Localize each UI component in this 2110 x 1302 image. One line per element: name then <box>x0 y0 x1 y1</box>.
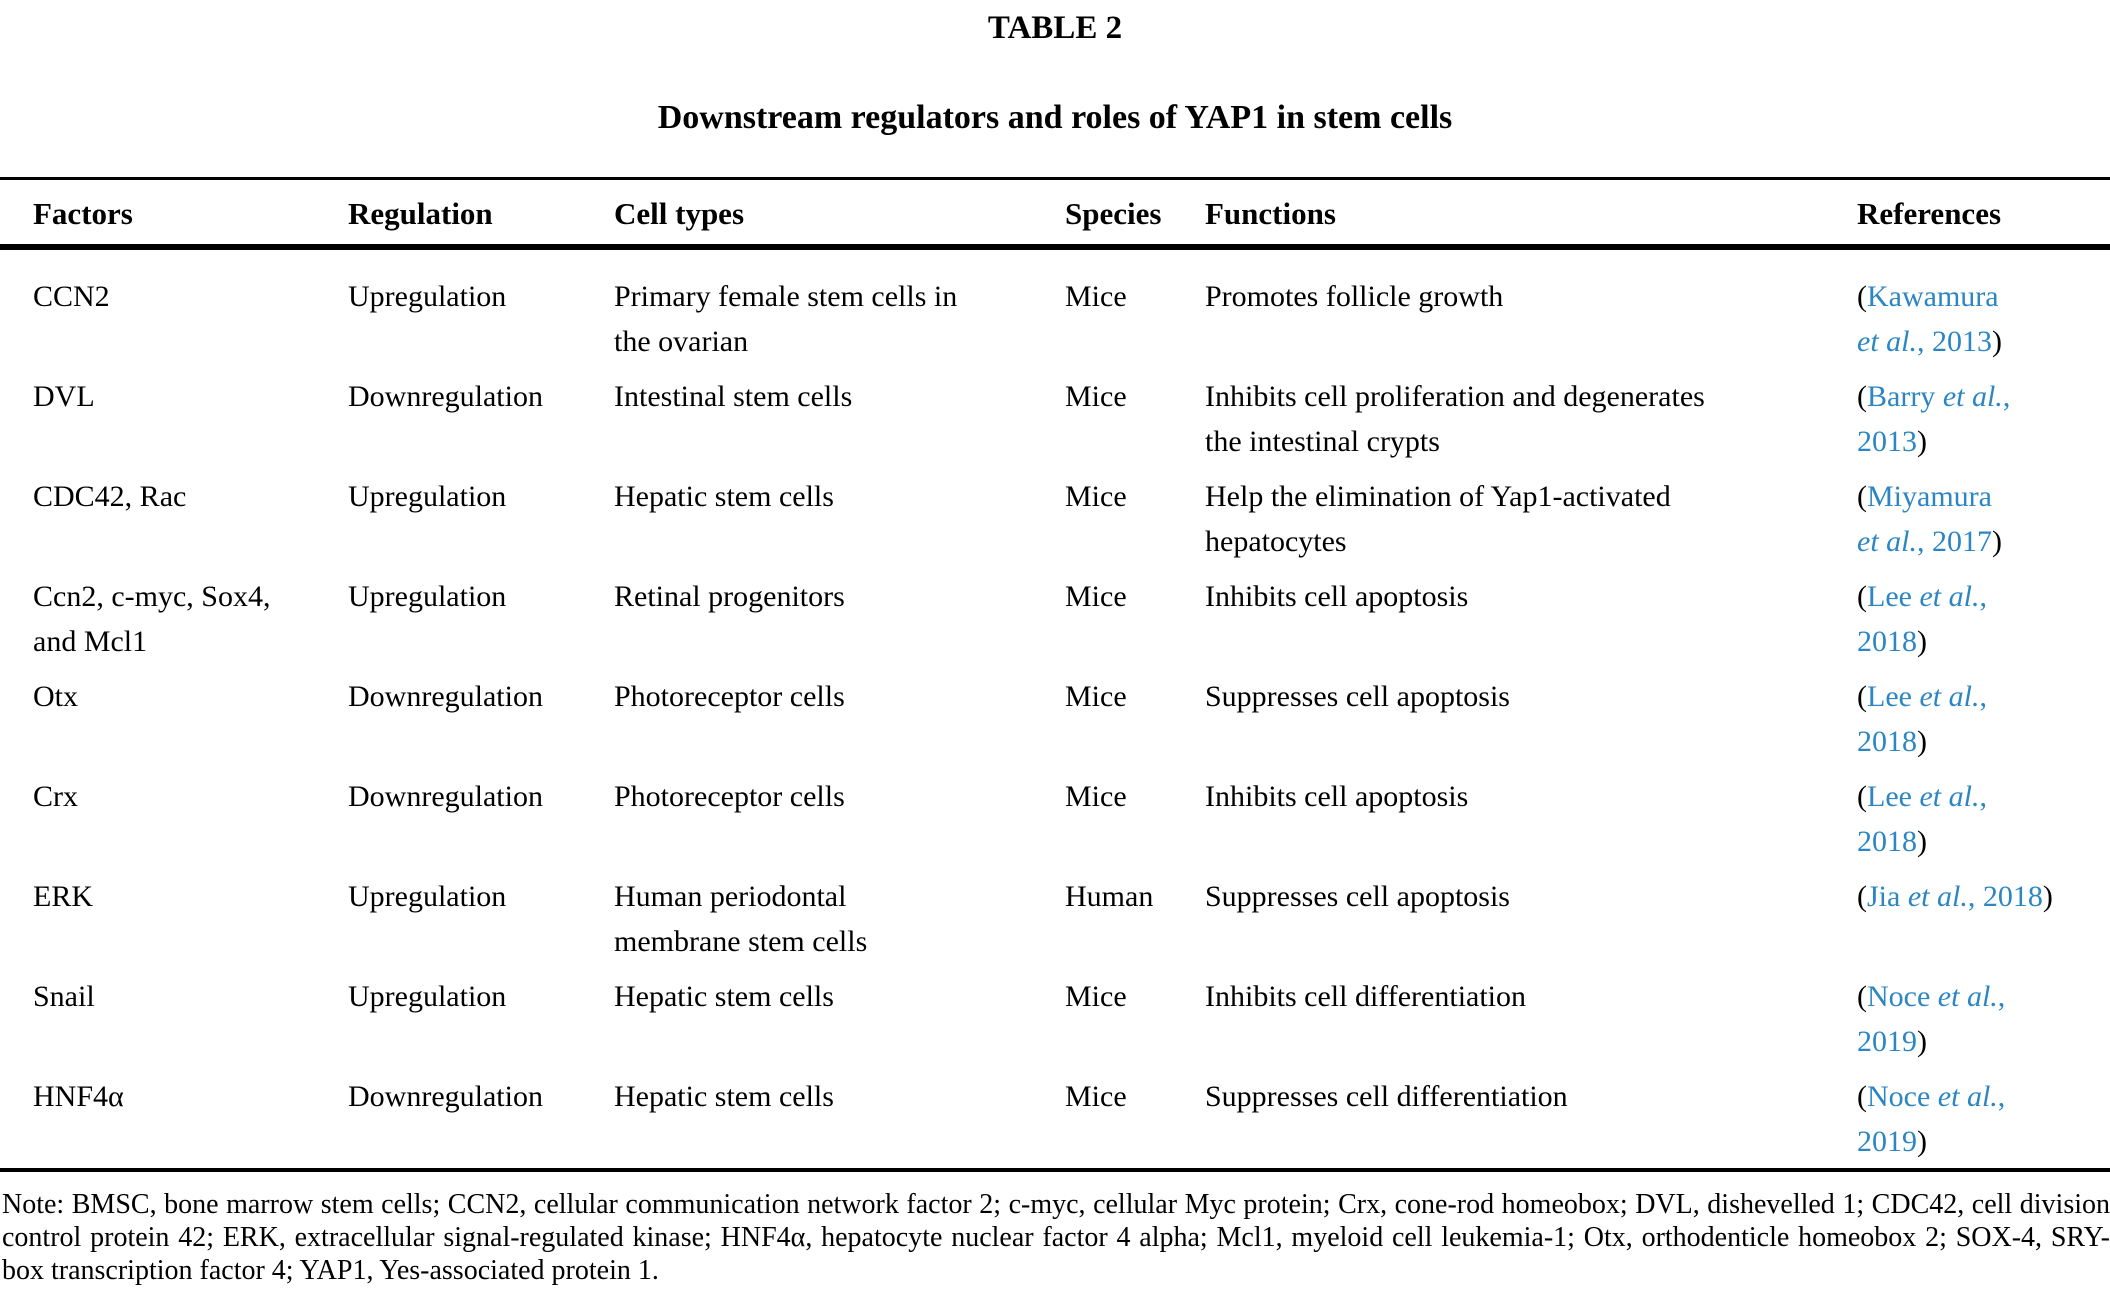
table-note: Note: BMSC, bone marrow stem cells; CCN2, cellular communication network factor 2; c-myc, cellular Myc protein; Crx, cone-rod homeobox; DVL, dishevelled 1; CDC42, cell division control protein 42; ERK, extracellular signal-regulated kinase; HNF4α, hepatocyte nuclear factor 4 alpha; Mcl1, myeloid cell leukemia-1; Otx, orthodenticle homeobox 2; SOX-4, SRY-box transcription factor 4; YAP1, Yes-associated protein 1. <box>2 1189 2110 1286</box>
citation-link[interactable]: Miyamura <box>1867 480 1992 513</box>
citation-link[interactable]: 2018 <box>1857 625 1917 658</box>
citation-link[interactable]: , <box>1917 525 1925 558</box>
citation-link[interactable]: et al. <box>1911 780 1980 813</box>
cell-cell-types: Photoreceptor cells <box>614 680 845 713</box>
citation-link[interactable]: , <box>1979 780 1987 813</box>
reference-paren-open: ( <box>1857 980 1867 1013</box>
col-header-references: References <box>1857 179 2110 248</box>
reference-paren-open: ( <box>1857 380 1867 413</box>
cell-functions: Suppresses cell apoptosis <box>1205 880 1510 913</box>
cell-functions: Help the elimination of Yap1-activated hepatocytes <box>1205 480 1671 558</box>
cell-cell-types: Hepatic stem cells <box>614 480 834 513</box>
citation-link[interactable]: 2013 <box>1924 325 1992 358</box>
citation-link[interactable]: , <box>1979 580 1987 613</box>
citation-link[interactable]: Lee <box>1867 580 1912 613</box>
cell-species: Mice <box>1065 980 1127 1013</box>
col-header-factors: Factors <box>0 179 348 248</box>
cell-functions: Promotes follicle growth <box>1205 280 1504 313</box>
citation-link[interactable]: , <box>1979 680 1987 713</box>
citation-link[interactable]: 2018 <box>1975 880 2043 913</box>
cell-reference <box>1857 568 2110 668</box>
reference-paren-open: ( <box>1857 680 1867 713</box>
citation-link[interactable]: 2019 <box>1857 1025 1917 1058</box>
table-title: Downstream regulators and roles of YAP1 in stem cells <box>657 99 1453 136</box>
citation-link[interactable]: Noce <box>1867 980 1931 1013</box>
col-header-functions: Functions <box>1205 179 1857 248</box>
col-header-species: Species <box>1065 179 1205 248</box>
cell-species: Mice <box>1065 680 1127 713</box>
cell-regulation: Downregulation <box>348 780 543 813</box>
cell-species: Mice <box>1065 1080 1127 1113</box>
cell-reference <box>1857 768 2110 868</box>
cell-regulation: Downregulation <box>348 380 543 413</box>
cell-regulation: Upregulation <box>348 980 507 1013</box>
table-row <box>0 568 2110 668</box>
citation-link[interactable]: 2018 <box>1857 725 1917 758</box>
yap1-regulators-table <box>0 177 2110 1172</box>
cell-factors: Otx <box>33 680 78 713</box>
col-header-cell-types: Cell types <box>614 179 1065 248</box>
cell-species: Mice <box>1065 380 1127 413</box>
cell-reference <box>1857 468 2110 568</box>
reference-paren-open: ( <box>1857 580 1867 613</box>
cell-cell-types: Primary female stem cells in the ovarian <box>614 280 958 358</box>
citation-link[interactable]: et al. <box>1857 325 1917 358</box>
cell-regulation: Upregulation <box>348 580 507 613</box>
cell-regulation: Downregulation <box>348 680 543 713</box>
cell-species: Human <box>1065 880 1154 913</box>
reference-paren-open: ( <box>1857 280 1867 313</box>
citation-link[interactable]: et al. <box>1857 525 1917 558</box>
table-row <box>0 868 2110 968</box>
citation-link[interactable]: et al. <box>1935 380 2003 413</box>
citation-link[interactable]: et al. <box>1930 1080 1998 1113</box>
citation-link[interactable]: Barry <box>1867 380 1936 413</box>
cell-functions: Inhibits cell proliferation and degenerates the intestinal crypts <box>1205 380 1705 458</box>
cell-reference <box>1857 668 2110 768</box>
table-row <box>0 1068 2110 1170</box>
reference-paren-close: ) <box>1917 425 1927 458</box>
citation-link[interactable]: et al. <box>1900 880 1968 913</box>
cell-factors: Crx <box>33 780 78 813</box>
cell-cell-types: Human periodontal membrane stem cells <box>614 880 868 958</box>
cell-factors: HNF4α <box>33 1080 124 1113</box>
citation-link[interactable]: et al. <box>1930 980 1998 1013</box>
reference-paren-open: ( <box>1857 480 1867 513</box>
table-label: TABLE 2 <box>987 10 1123 46</box>
table-row <box>0 468 2110 568</box>
cell-cell-types: Intestinal stem cells <box>614 380 853 413</box>
cell-cell-types: Photoreceptor cells <box>614 780 845 813</box>
table-row <box>0 247 2110 368</box>
citation-link[interactable]: Kawamura <box>1867 280 1999 313</box>
citation-link[interactable]: 2017 <box>1924 525 1992 558</box>
cell-factors: Snail <box>33 980 95 1013</box>
cell-factors: Ccn2, c-myc, Sox4, and Mcl1 <box>33 580 271 658</box>
citation-link[interactable]: , <box>1997 1080 2006 1113</box>
cell-species: Mice <box>1065 780 1127 813</box>
cell-cell-types: Hepatic stem cells <box>614 1080 834 1113</box>
cell-cell-types: Retinal progenitors <box>614 580 845 613</box>
reference-paren-open: ( <box>1857 880 1867 913</box>
citation-link[interactable]: 2018 <box>1857 825 1917 858</box>
cell-factors: ERK <box>33 880 93 913</box>
reference-paren-open: ( <box>1857 780 1867 813</box>
cell-reference <box>1857 368 2110 468</box>
table-row <box>0 768 2110 868</box>
cell-functions: Inhibits cell differentiation <box>1205 980 1527 1013</box>
citation-link[interactable]: 2019 <box>1857 1125 1917 1158</box>
reference-paren-close: ) <box>1992 325 2002 358</box>
table-row <box>0 968 2110 1068</box>
cell-regulation: Upregulation <box>348 280 507 313</box>
cell-functions: Inhibits cell apoptosis <box>1205 580 1469 613</box>
cell-reference <box>1857 868 2110 968</box>
table-header-row <box>0 179 2110 248</box>
cell-factors: CDC42, Rac <box>33 480 187 513</box>
citation-link[interactable]: 2013 <box>1857 425 1917 458</box>
table-row <box>0 668 2110 768</box>
reference-paren-close: ) <box>1992 525 2002 558</box>
reference-paren-close: ) <box>1917 825 1927 858</box>
table-row <box>0 368 2110 468</box>
cell-species: Mice <box>1065 480 1127 513</box>
cell-regulation: Upregulation <box>348 480 507 513</box>
cell-functions: Suppresses cell apoptosis <box>1205 680 1510 713</box>
cell-cell-types: Hepatic stem cells <box>614 980 834 1013</box>
citation-link[interactable]: Jia <box>1867 880 1901 913</box>
table-body <box>0 247 2110 1170</box>
table-header <box>0 179 2110 248</box>
reference-paren-close: ) <box>1917 1025 1927 1058</box>
cell-functions: Inhibits cell apoptosis <box>1205 780 1469 813</box>
cell-reference <box>1857 1068 2110 1170</box>
citation-link[interactable]: , <box>2002 380 2011 413</box>
cell-factors: CCN2 <box>33 280 110 313</box>
citation-link[interactable]: , <box>1967 880 1976 913</box>
col-header-regulation: Regulation <box>348 179 614 248</box>
reference-paren-close: ) <box>1917 725 1927 758</box>
cell-factors: DVL <box>33 380 95 413</box>
cell-species: Mice <box>1065 580 1127 613</box>
cell-species: Mice <box>1065 280 1127 313</box>
citation-link[interactable]: Lee <box>1867 780 1912 813</box>
citation-link[interactable]: Lee <box>1867 680 1912 713</box>
reference-paren-close: ) <box>2042 880 2053 913</box>
cell-regulation: Upregulation <box>348 880 507 913</box>
cell-functions: Suppresses cell differentiation <box>1205 1080 1568 1113</box>
citation-link[interactable]: , <box>1997 980 2006 1013</box>
reference-paren-open: ( <box>1857 1080 1867 1113</box>
citation-link[interactable]: et al. <box>1911 680 1980 713</box>
cell-reference <box>1857 968 2110 1068</box>
citation-link[interactable]: , <box>1917 325 1925 358</box>
citation-link[interactable]: Noce <box>1867 1080 1931 1113</box>
reference-paren-close: ) <box>1917 625 1927 658</box>
cell-regulation: Downregulation <box>348 1080 543 1113</box>
reference-paren-close: ) <box>1917 1125 1927 1158</box>
cell-reference <box>1857 247 2110 368</box>
citation-link[interactable]: et al. <box>1911 580 1980 613</box>
